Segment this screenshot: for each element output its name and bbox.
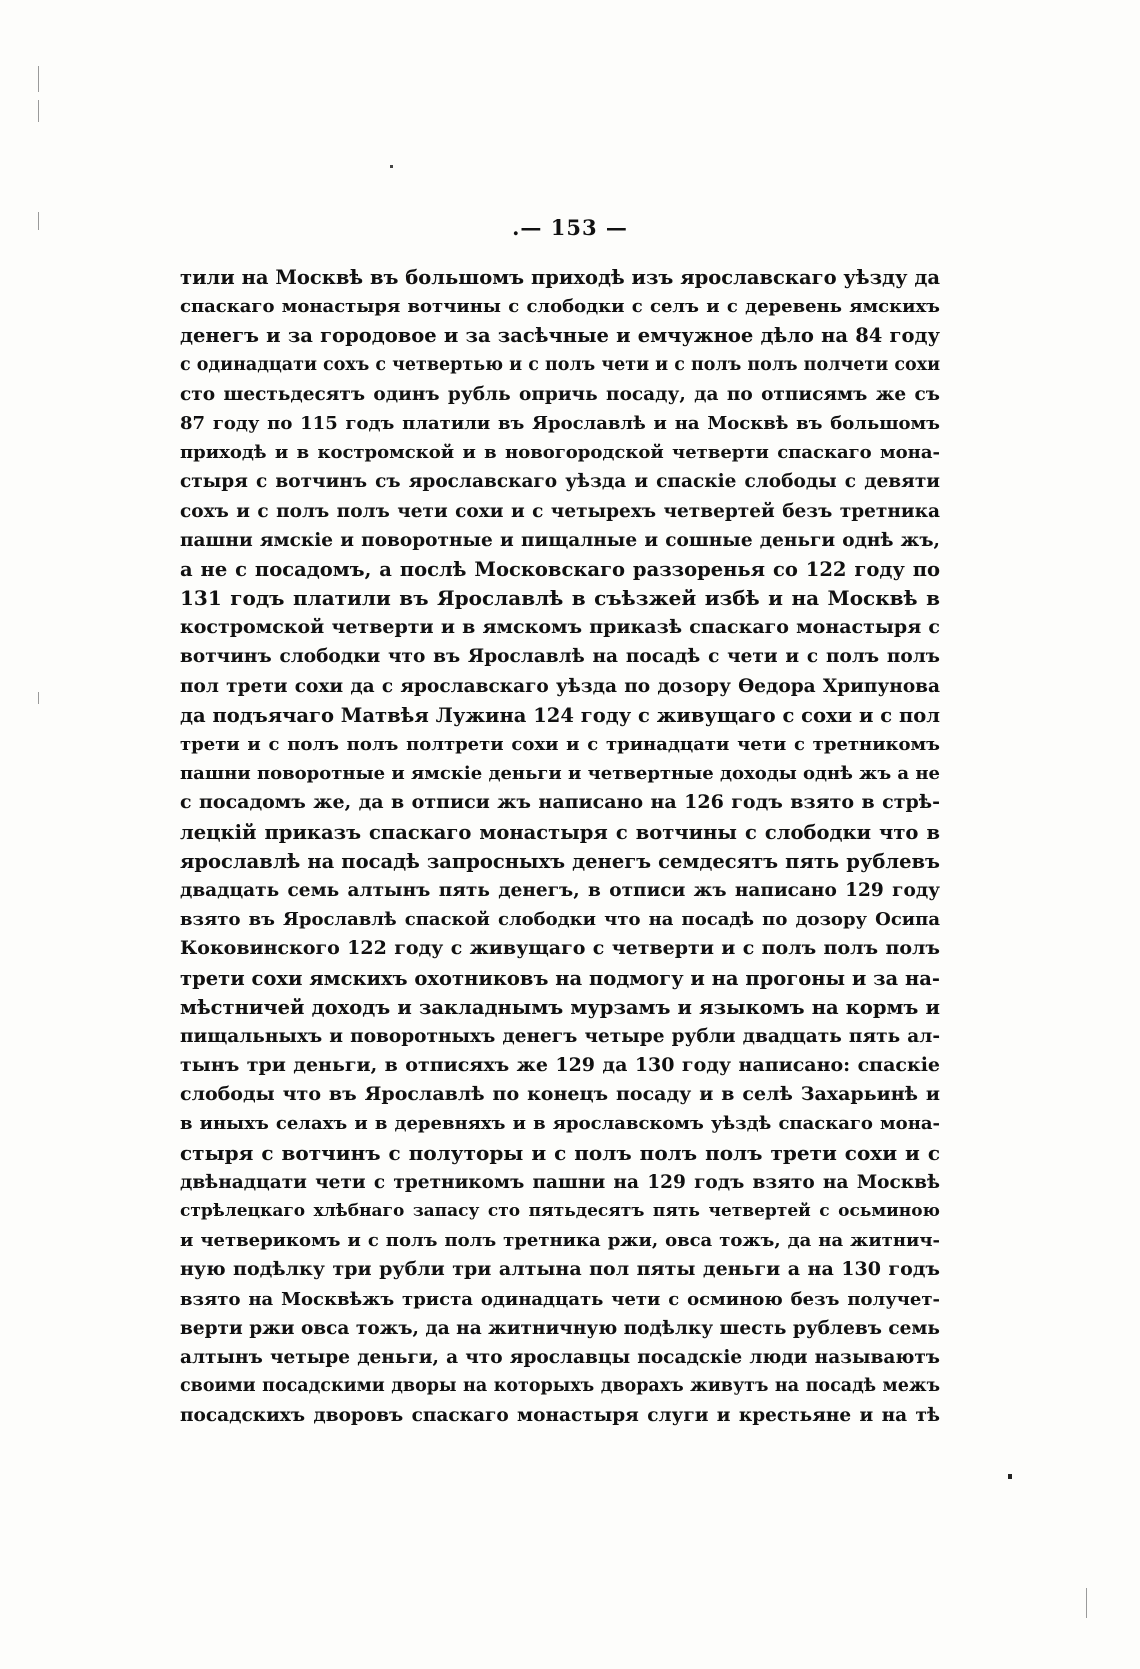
text-line: стрѣлецкаго хлѣбнаго запасу сто пятьдесятъ пять четвертей с осьминою (180, 1201, 940, 1221)
text-line: приходѣ и в костромской и в новогородской четверти спаскаго мона- (180, 442, 940, 464)
text-line: тынъ три деньги, в отписяхъ же 129 да 130 году написано: спаскіе (180, 1054, 940, 1077)
text-line: слободы что въ Ярославлѣ по конецъ посаду и в селѣ Захарьинѣ и (180, 1083, 940, 1106)
body-text (180, 263, 940, 1431)
text-line: костромской четверти и в ямскомъ приказѣ спаскаго монастыря с (180, 616, 940, 639)
text-line: пашни поворотные и ямскіе деньги и четвертные доходы однѣ жъ а не (180, 763, 940, 785)
text-line: трети и с полъ полъ полтрети сохи и с тринадцати чети с третникомъ (180, 734, 940, 755)
text-line: с одинадцати сохъ с четвертью и с полъ чети и с полъ полъ полчети сохи (180, 354, 940, 375)
text-line: взято въ Ярославлѣ спаской слободки что на посадѣ по дозору Осипа (180, 909, 940, 931)
scan-margin-mark (1086, 1588, 1087, 1618)
text-line: и четверикомъ и с полъ полъ третника ржи, овса тожъ, да на житнич- (180, 1230, 940, 1252)
text-line: стыря с вотчинъ с полуторы и с полъ полъ полъ трети сохи и с (180, 1140, 940, 1165)
text-line: а не с посадомъ, а послѣ Московскаго раззоренья со 122 году по (180, 557, 940, 581)
text-line: мѣстничей доходъ и закладнымъ мурзамъ и языкомъ на кормъ и (180, 995, 940, 1019)
text-line: с посадомъ же, да в отписи жъ написано на 126 годъ взято в стрѣ- (180, 791, 940, 814)
text-line: алтынъ четыре деньги, а что ярославцы посадскіе люди называютъ (180, 1346, 940, 1368)
text-line: денегъ и за городовое и за засѣчные и емчужное дѣло на 84 году (180, 324, 940, 348)
text-line: своими посадскими дворы на которыхъ дворахъ живутъ на посадѣ межъ (180, 1376, 940, 1397)
text-line: трети сохи ямскихъ охотниковъ на подмогу и на прогоны и за на- (180, 966, 940, 990)
text-line: да подъячаго Матвѣя Лужина 124 году с живущаго с сохи и с пол (180, 703, 940, 727)
text-line: двадцать семь алтынъ пять денегъ, в отписи жъ написано 129 году (180, 879, 940, 901)
text-line: в иныхъ селахъ и в деревняхъ и в ярославскомъ уѣздѣ спаскаго мона- (180, 1113, 940, 1135)
text-line: 131 годъ платили въ Ярославлѣ в съѣзжей избѣ и на Москвѣ в (180, 586, 940, 611)
text-line: лецкій приказъ спаскаго монастыря с вотчины с слободки что в (180, 820, 940, 844)
text-line: взято на Москвѣжъ триста одинадцать чети с осминою безъ получет- (180, 1288, 940, 1310)
text-line: пищальныхъ и поворотныхъ денегъ четыре рубли двадцать пять ал- (180, 1025, 940, 1047)
text-line: Коковинского 122 году с живущаго с четверти и с полъ полъ полъ (180, 937, 940, 960)
scan-margin-mark (38, 692, 39, 704)
text-line: верти ржи овса тожъ, да на житничную подѣлку шесть рублевъ семь (180, 1317, 940, 1339)
scan-dot (1008, 1474, 1012, 1479)
scan-dot (390, 165, 393, 168)
text-line: пашни ямскіе и поворотные и пищалные и сошные деньги однѣ жъ, (180, 529, 940, 551)
text-line: пол трети сохи да с ярославскаго уѣзда по дозору Ѳедора Хрипунова (180, 675, 940, 697)
text-line: тили на Москвѣ въ большомъ приходѣ изъ ярославскаго уѣзду да (180, 266, 940, 289)
scan-margin-mark (38, 66, 39, 92)
scan-margin-mark (38, 100, 39, 122)
text-line: сохъ и с полъ полъ чети сохи и с четырехъ четвертей безъ третника (180, 500, 940, 522)
text-line: ярославлѣ на посадѣ запросныхъ денегъ семдесятъ пять рублевъ (180, 849, 940, 873)
text-line: стыря с вотчинъ съ ярославскаго уѣзда и спаскіе слободы с девяти (180, 471, 940, 493)
text-line: 87 году по 115 годъ платили въ Ярославлѣ и на Москвѣ въ большомъ (180, 412, 940, 434)
text-line: посадскихъ дворовъ спаскаго монастыря слуги и крестьяне и на тѣ (180, 1405, 940, 1427)
text-line: двѣнадцати чети с третникомъ пашни на 129 годъ взято на Москвѣ (180, 1171, 940, 1193)
page-number: .— 153 — (512, 215, 628, 240)
text-line: сто шестьдесятъ одинъ рубль опричь посаду, да по отписямъ же съ (180, 383, 940, 405)
text-line: спаскаго монастыря вотчины с слободки с селъ и с деревень ямскихъ (180, 296, 940, 318)
text-line: ную подѣлку три рубли три алтына пол пяты деньги а на 130 годъ (180, 1258, 940, 1281)
text-line: вотчинъ слободки что въ Ярославлѣ на посадѣ с чети и с полъ полъ (180, 646, 940, 668)
